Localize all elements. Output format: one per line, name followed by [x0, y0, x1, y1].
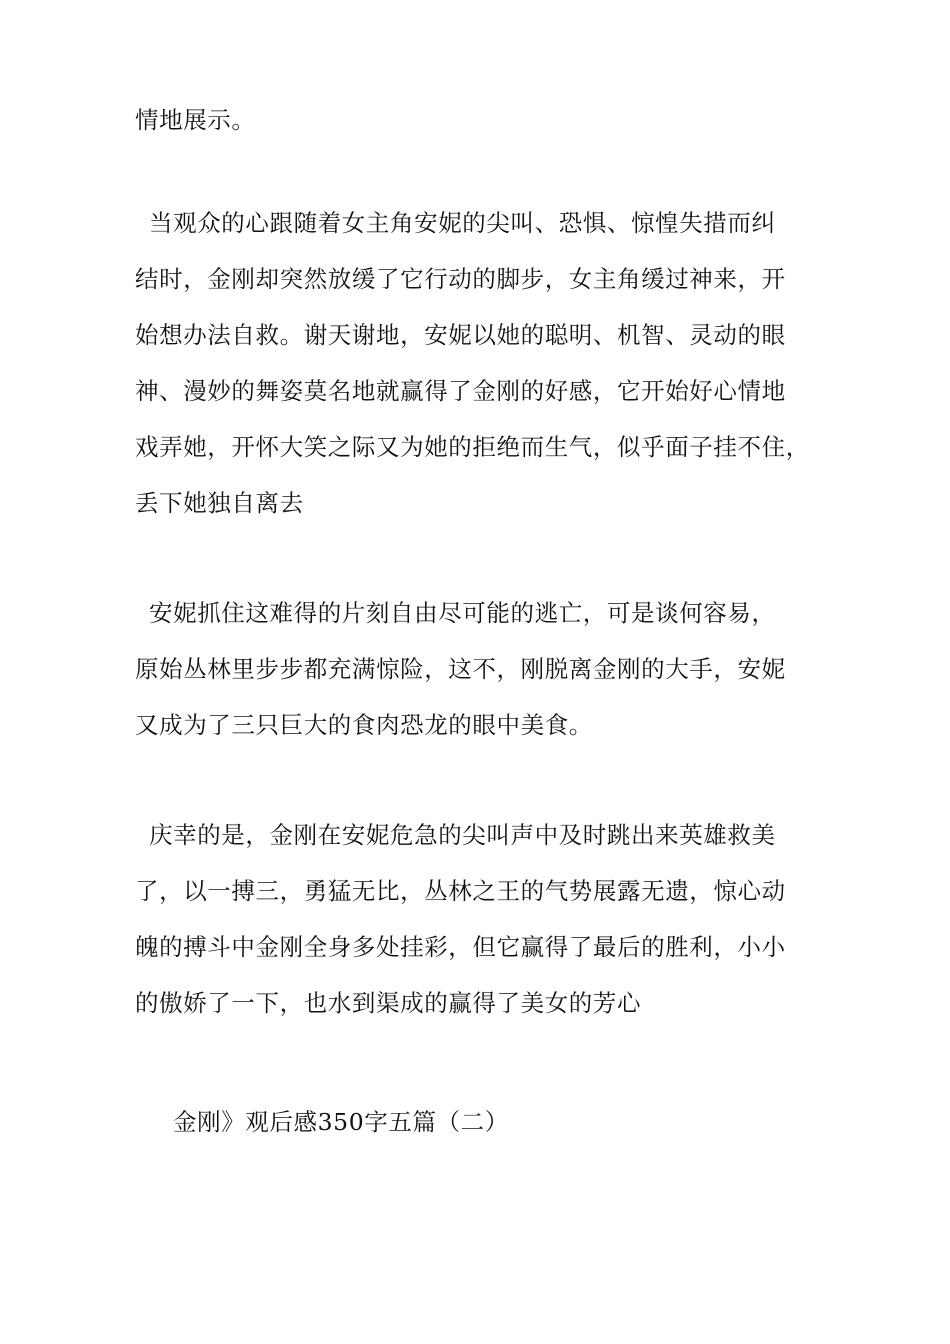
paragraph-2-line-2: 结时，金刚却突然放缓了它行动的脚步，女主角缓过神来，开 [135, 265, 786, 293]
paragraph-2-line-5: 戏弄她，开怀大笑之际又为她的拒绝而生气，似乎面子挂不住， [135, 433, 810, 461]
paragraph-4-line-2: 了，以一搏三，勇猛无比，丛林之王的气势展露无遗，惊心动 [135, 877, 786, 905]
paragraph-2-line-6: 丢下她独自离去 [135, 489, 304, 517]
paragraph-3-line-1: 安妮抓住这难得的片刻自由尽可能的逃亡，可是谈何容易， [149, 599, 776, 627]
paragraph-2-line-4: 神、漫妙的舞姿莫名地就赢得了金刚的好感，它开始好心情地 [135, 377, 786, 405]
paragraph-4-line-3: 魄的搏斗中金刚全身多处挂彩，但它赢得了最后的胜利，小小 [135, 933, 786, 961]
paragraph-1-line-1: 情地展示。 [135, 106, 256, 134]
paragraph-2-line-3: 始想办法自救。谢天谢地，安妮以她的聪明、机智、灵动的眼 [135, 321, 786, 349]
paragraph-3-line-2: 原始丛林里步步都充满惊险，这不，刚脱离金刚的大手，安妮 [135, 655, 786, 683]
paragraph-3-line-3: 又成为了三只巨大的食肉恐龙的眼中美食。 [135, 711, 593, 739]
paragraph-2-line-1: 当观众的心跟随着女主角安妮的尖叫、恐惧、惊惶失措而纠 [149, 209, 776, 237]
paragraph-4-line-4: 的傲娇了一下，也水到渠成的赢得了美女的芳心 [135, 989, 642, 1017]
paragraph-4-line-1: 庆幸的是，金刚在安妮危急的尖叫声中及时跳出来英雄救美 [149, 821, 776, 849]
section-heading: 金刚》观后感350字五篇（二） [173, 1108, 509, 1136]
